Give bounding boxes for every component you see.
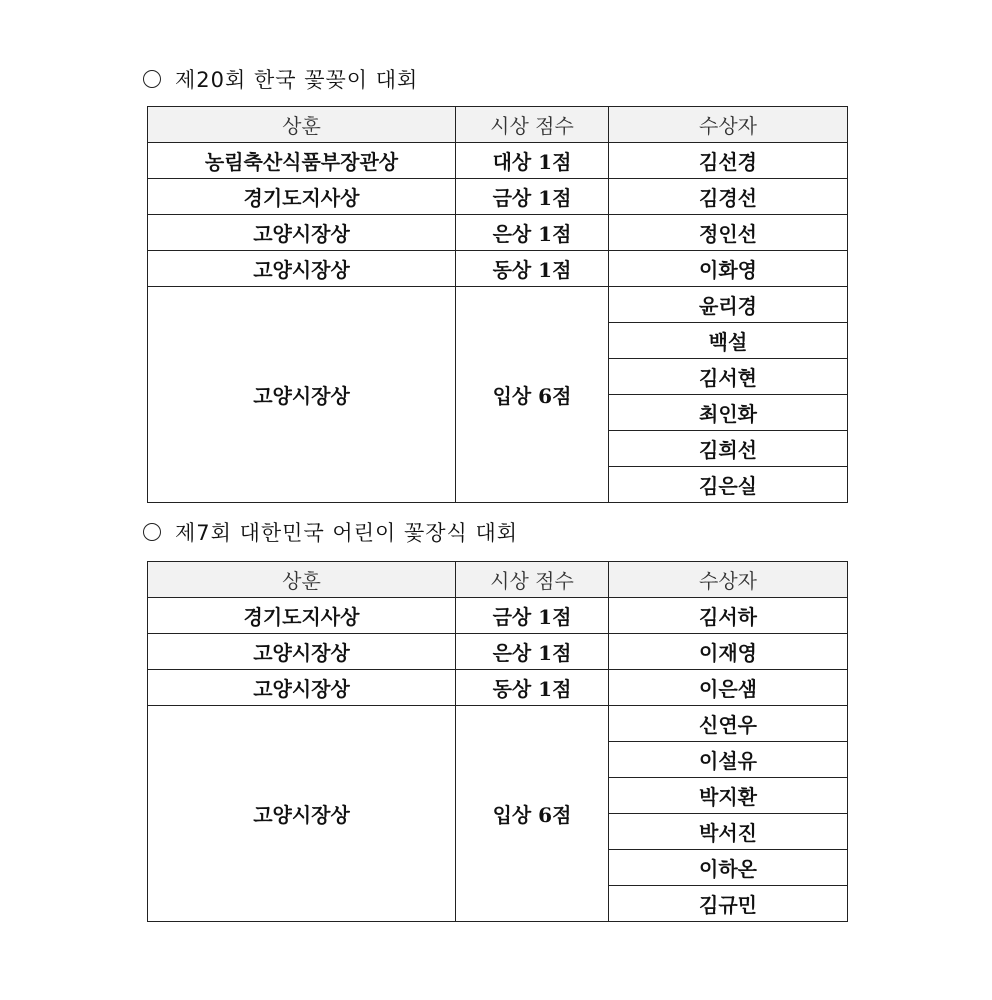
section-title [143,517,518,547]
award-cell: 경기도지사상 [148,179,456,215]
award-cell: 농림축산식품부장관상 [148,143,456,179]
circle-bullet-icon [143,523,161,541]
award-cell: 고양시장상 [148,287,456,503]
score-cell: 입상 6점 [456,706,609,922]
winner-cell: 신연우 [609,706,848,742]
winner-cell: 김서현 [609,359,848,395]
table-row [148,143,848,179]
winner-cell: 김희선 [609,431,848,467]
winner-cell: 김규민 [609,886,848,922]
winner-cell: 김선경 [609,143,848,179]
column-header-winner: 수상자 [609,107,848,143]
table-row [148,287,848,323]
column-header-award: 상훈 [148,562,456,598]
table-row [148,215,848,251]
award-cell: 고양시장상 [148,706,456,922]
winner-cell: 이재영 [609,634,848,670]
column-header-score: 시상 점수 [456,107,609,143]
score-cell: 입상 6점 [456,287,609,503]
winner-cell: 박지환 [609,778,848,814]
winner-cell: 윤리경 [609,287,848,323]
score-cell: 금상 1점 [456,179,609,215]
winner-cell: 이설유 [609,742,848,778]
score-cell: 금상 1점 [456,598,609,634]
score-cell: 동상 1점 [456,670,609,706]
award-cell: 고양시장상 [148,670,456,706]
award-cell: 경기도지사상 [148,598,456,634]
winner-cell: 이하온 [609,850,848,886]
winner-cell: 김경선 [609,179,848,215]
winner-cell: 김은실 [609,467,848,503]
award-cell: 고양시장상 [148,215,456,251]
column-header-award: 상훈 [148,107,456,143]
winner-cell: 최인화 [609,395,848,431]
table-row [148,634,848,670]
award-cell: 고양시장상 [148,251,456,287]
table-row [148,670,848,706]
section-title-text: 제20회 한국 꽃꽂이 대회 [175,68,419,92]
score-cell: 은상 1점 [456,634,609,670]
award-cell: 고양시장상 [148,634,456,670]
score-cell: 대상 1점 [456,143,609,179]
winner-cell: 박서진 [609,814,848,850]
winner-cell: 이은샘 [609,670,848,706]
award-table [147,561,848,922]
column-header-winner: 수상자 [609,562,848,598]
score-cell: 은상 1점 [456,215,609,251]
score-cell: 동상 1점 [456,251,609,287]
section-title-text: 제7회 대한민국 어린이 꽃장식 대회 [175,521,519,545]
award-table [147,106,848,503]
winner-cell: 이화영 [609,251,848,287]
winner-cell: 정인선 [609,215,848,251]
table-row [148,179,848,215]
section-title [143,64,418,94]
table-header-row [148,562,848,598]
table-row [148,598,848,634]
winner-cell: 김서하 [609,598,848,634]
table-header-row [148,107,848,143]
table-row [148,706,848,742]
winner-cell: 백설 [609,323,848,359]
column-header-score: 시상 점수 [456,562,609,598]
table-row [148,251,848,287]
circle-bullet-icon [143,70,161,88]
